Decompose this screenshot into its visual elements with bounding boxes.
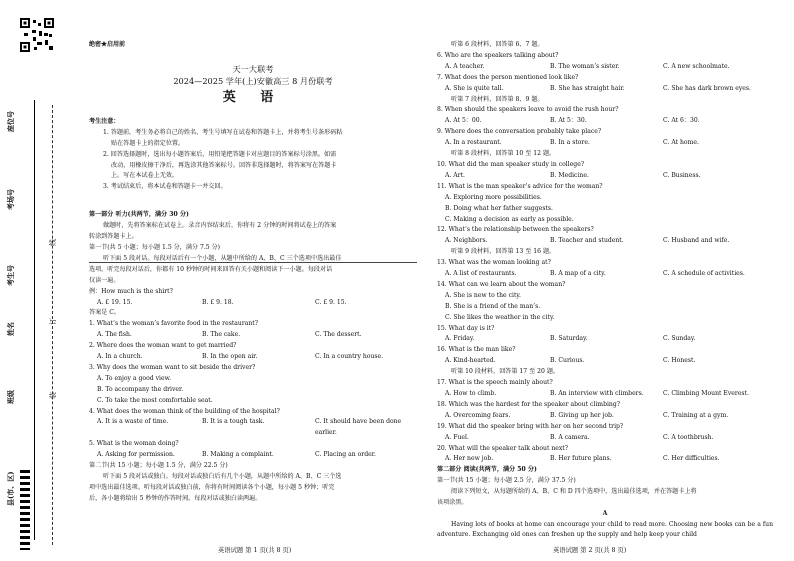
option-b: B. Saturday. [550,335,588,343]
question-10: 10. What did the man speaker study in college? [437,160,585,168]
options-9 [437,138,773,149]
notice-line: 2. 回答选择题时，选出每小题答案后，用铅笔把答题卡对应题目的答案标号涂黑。如需 [103,150,337,158]
section1-heading: 第一节(共 5 小题；每小题 1.5 分，满分 7.5 分) [89,243,221,251]
name-label: 姓名 [6,322,15,336]
page-2 [437,0,773,540]
options-6 [437,62,773,73]
listening-material-8: 听第 8 段材料，回答第 10 至 12 题。 [451,150,556,158]
question-1: 1. What’s the woman’s favorite food in the restaurant? [89,320,259,328]
options-20 [437,454,773,465]
option-c: C. Sunday. [663,335,696,343]
listening-material-7: 听第 7 段材料，回答第 8、9 题。 [451,95,544,103]
part1-intro: 做题时，先将答案标在试卷上。录音内容结束后，你将有 2 分钟的时间将试卷上的答案 [103,222,337,230]
question-16: 16. What is the man like? [437,346,516,354]
question-8: 8. When should the speakers leave to avoid the rush hour? [437,106,619,114]
options-17 [437,389,773,400]
part1-heading: 第一部分 听力(共两节，满分 30 分) [89,211,189,219]
secret-mark: 绝密★启用前 [89,41,126,48]
option-c: C. The dessert. [315,331,362,339]
section1-intro: 仅读一遍。 [89,276,120,284]
section1-intro: 听下面 5 段对话。每段对话后有一个小题，从题中所给的 A、B、C 三个选项中选出最佳 [103,254,342,262]
options-15 [437,334,773,345]
options-13 [437,269,773,280]
option-b: B. In the open air. [202,353,258,361]
page-footer-2: 英语试题 第 2 页(共 8 页) [553,547,627,554]
seat-number-label: 座位号 [6,111,15,132]
question-3: 3. Why does the woman want to sit beside the driver? [89,363,256,371]
question-7: 7. What does the person mentioned look like? [437,73,579,81]
notice-heading: 考生注意： [89,117,120,125]
option-c: C. Honest. [663,357,696,365]
option-b: B. A camera. [550,433,590,441]
option-c: C. Climbing Mount Everest. [663,390,749,397]
question-12: 12. What’s the relationship between the speakers? [437,226,594,234]
option-b: B. Doing what her father suggests. [445,204,553,212]
option-c: C. Placing an order. [315,451,376,459]
page-1 [89,0,417,505]
option-c: C. She has dark brown eyes. [663,84,751,92]
question-11: 11. What is the man speaker’s advice for the woman? [437,182,603,190]
page-footer-1: 英语试题 第 1 页(共 8 页) [218,547,292,554]
notice-line: 贴在答题卡上的指定位置。 [111,139,185,147]
option-c: C. She likes the weather in the city. [445,313,555,321]
option-a: A. She is new to the city. [445,291,521,299]
options-1 [89,330,417,341]
question-20: 20. What will the speaker talk about next? [437,444,569,452]
question-18: 18. Which was the hardest for the speaker about climbing? [437,400,621,408]
option-b: B. To accompany the driver. [97,385,184,393]
part1-intro: 转涂到答题卡上。 [89,233,138,241]
option-b: B. It is a tough task. [202,418,265,426]
option-c: C. £ 9. 15. [315,298,347,306]
option-b: B. Medicine. [550,171,589,179]
listening-material-10: 听第 10 段材料，回答第 17 至 20 题。 [451,368,560,376]
section2-intro: 听下面 5 段对话或独白。每段对话或独白后有几个小题，从题中所给的 A、B、C 三个选 [103,473,342,480]
notice-line: 1. 答题前，考生务必将自己的姓名、考生号填写在试卷和答题卡上，并将考生号条形码粘 [103,128,343,136]
question-5: 5. What is the woman doing? [89,440,179,448]
section2-heading: 第二节(共 15 小题；每小题 1.5 分，满分 22.5 分) [89,462,228,470]
option-b: B. The cake. [202,331,241,339]
options-2 [89,352,417,363]
notice-line: 上。写在本试卷上无效。 [111,172,179,180]
option-c: C. A schedule of activities. [663,270,745,278]
option-a: A. Asking for permission. [97,451,175,459]
exam-room-label: 考场号 [6,189,15,210]
county-label: 县(市、区) [6,471,15,506]
part2-heading: 第二部分 阅读(共两节，满分 50 分) [437,466,537,474]
option-c: C. Making a decision as early as possible. [445,215,574,223]
options-12 [437,236,773,247]
option-c: C. At 6：30. [663,117,700,125]
options-19 [437,433,773,444]
option-c: C. A new schoolmate. [663,62,730,70]
example-question: 例：How much is the shirt? [89,287,173,295]
option-b: B. The woman’s sister. [550,62,620,70]
question-17: 17. What is the speech mainly about? [437,379,553,387]
option-a: A. Friday. [445,335,475,343]
question-19: 19. What did the speaker bring with her on her second trip? [437,422,624,430]
options-4 [89,417,417,439]
option-b: B. A map of a city. [550,270,606,278]
option-a: A. In a restaurant. [445,139,502,147]
binding-strip [0,0,70,561]
option-b: B. Curious. [550,357,585,365]
options-7 [437,84,773,95]
qr-code-icon [20,18,54,52]
notice-line: 改动，用橡皮擦干净后，再选涂其他答案标号。回答非选择题时，将答案写在答题卡 [111,161,337,169]
options-18 [437,411,773,422]
subject-title: 英 语 [222,89,284,105]
option-a: A. Kind-hearted. [445,357,496,365]
option-a: A. She is quite tall. [445,84,504,92]
option-b: B. Making a complaint. [202,451,274,459]
option-a: A. It is a waste of time. [97,418,169,426]
option-c: C. It should have been done earlier. [315,418,402,437]
option-c: C. Business. [663,171,701,179]
listening-material-9: 听第 9 段材料，回答第 13 至 16 题。 [451,248,556,256]
option-a: A. Overcoming fears. [445,411,511,419]
option-c: C. Husband and wife. [663,237,730,245]
cut-mark-install: 装 [49,392,57,399]
question-15: 15. What day is it? [437,324,495,332]
part2-intro: 阅读下列短文，从每题所给的 A、B、C 和 D 四个选项中，选出最佳选项，并在答题卡上将 [451,488,697,496]
class-label: 班级 [6,390,15,404]
example-answer: 答案是 C。 [89,309,120,317]
fill-line [34,100,35,540]
option-c: C. Her difficulties. [663,455,720,463]
option-a: A. In a church. [97,353,143,361]
section-divider [89,262,417,263]
options-8 [437,116,773,127]
option-a: A. Fuel. [445,433,469,441]
option-a: A. How to climb. [445,390,497,397]
options-10 [437,171,773,182]
option-c: C. Training at a gym. [663,411,729,419]
binding-barcode [20,470,30,550]
passage-label: A [602,509,608,517]
passage-text: Having lots of books at home can encourage your child to read more. Choosing new books can be a fun adventure. Exchanging old ones can freshen up the supply and help keep your child [437,520,773,538]
section2-intro: 后，各小题将给出 5 秒钟的作答时间。每段对话或独白读两遍。 [89,494,262,502]
cut-mark-line: 线 [49,239,57,246]
option-a: A. A list of restaurants. [445,270,517,278]
options-16 [437,356,773,367]
option-b: B. Giving up her job. [550,411,614,419]
option-b: B. An interview with climbers. [550,390,644,397]
option-b: B. She has straight hair. [550,84,625,92]
question-2: 2. Where does the woman want to get married? [89,342,237,350]
option-a: A. Art. [445,171,465,179]
option-b: B. Her future plans. [550,455,612,463]
option-a: A. At 5：00. [445,117,482,125]
part2-section1-heading: 第一节(共 15 小题；每小题 2.5 分，满分 37.5 分) [437,477,576,485]
option-a: A. To enjoy a good view. [97,374,172,382]
option-b: B. She is a friend of the man’s. [445,302,541,310]
options-5 [89,450,417,461]
option-c: C. A toothbrush. [663,433,714,441]
option-c: C. At home. [663,139,699,147]
example-options [89,298,417,309]
notice-line: 3. 考试结束后，将本试卷和答题卡一并交回。 [103,183,227,191]
part2-intro: 该项涂黑。 [437,499,468,507]
section1-intro: 选项。听完每段对话后，你都有 10 秒钟的时间来回答有关小题和阅读下一小题。每段对话 [89,265,333,273]
exam-title: 2024—2025 学年(上)安徽高三 8 月份联考 [173,75,333,86]
option-c: C. In a country house. [315,353,384,361]
option-b: B. £ 9. 18. [202,298,234,306]
question-9: 9. Where does the conversation probably take place? [437,128,602,136]
option-a: A. A teacher. [445,62,485,70]
cut-mark-bind: 订 [49,318,57,325]
question-6: 6. Who are the speakers talking about? [437,51,559,59]
option-a: A. Her new job. [445,455,494,463]
question-4: 4. What does the woman think of the building of the hospital? [89,407,280,415]
section2-intro: 项中选出最佳选项。听每段对话或独白前，你将有时间阅读各个小题，每小题 5 秒钟；听完 [89,483,335,491]
question-14: 14. What can we learn about the woman? [437,280,566,288]
question-13: 13. What was the woman looking at? [437,259,551,267]
option-c: C. To take the most comfortable seat. [97,396,213,404]
option-a: A. £ 19. 15. [97,298,133,306]
option-a: A. Neighbors. [445,237,488,245]
option-b: B. In a store. [550,139,590,147]
option-b: B. Teacher and student. [550,237,624,245]
option-b: B. At 5：30. [550,117,587,125]
candidate-number-label: 考生号 [6,265,15,286]
option-a: A. The fish. [97,331,132,339]
option-a: A. Exploring more possibilities. [445,193,542,201]
listening-material-6: 听第 6 段材料，回答第 6、7 题。 [451,41,544,48]
binding-dash-line [52,105,53,545]
exam-name: 天一大联考 [232,63,274,74]
